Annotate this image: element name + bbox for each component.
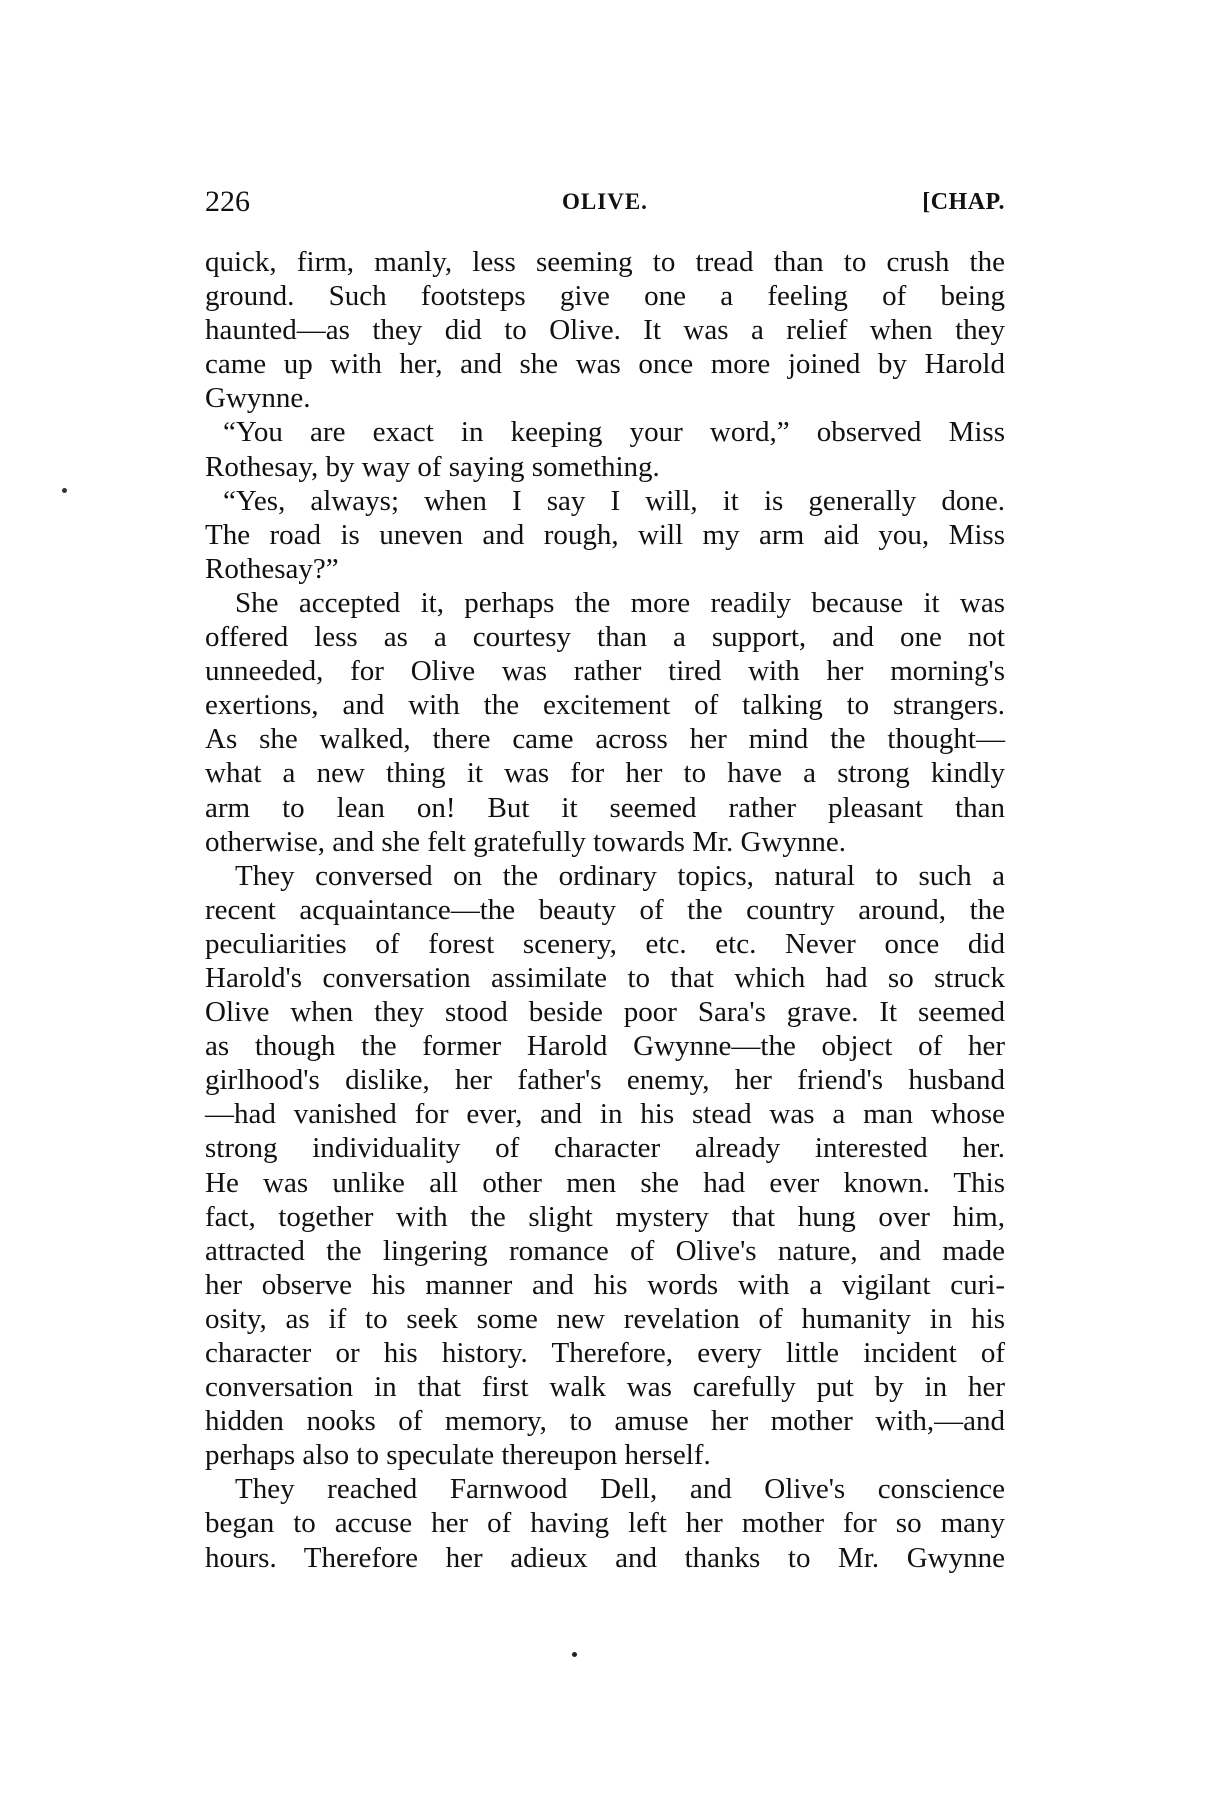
text-line: unneeded, for Olive was rather tired with her morning's	[205, 655, 1005, 688]
text-line: haunted—as they did to Olive. It was a relief when they	[205, 314, 1005, 347]
text-line: “You are exact in keeping your word,” observed Miss	[223, 416, 1005, 449]
page-number: 226	[205, 185, 250, 218]
text-line: recent acquaintance—the beauty of the country around, the	[205, 893, 1005, 926]
text-line: They reached Farnwood Dell, and Olive's conscience	[235, 1473, 1005, 1506]
text-line: what a new thing it was for her to have a strong kindly	[205, 757, 1005, 790]
text-line: came up with her, and she was once more joined by Harold	[205, 348, 1005, 381]
text-line: girlhood's dislike, her father's enemy, her friend's husband	[205, 1064, 1005, 1097]
body-text	[205, 245, 1005, 1575]
running-head	[205, 185, 1005, 225]
text-line: as though the former Harold Gwynne—the object of her	[205, 1030, 1005, 1063]
text-line: quick, firm, manly, less seeming to tread than to crush the	[205, 246, 1005, 278]
text-line: He was unlike all other men she had ever known. This	[205, 1166, 1005, 1199]
text-line: As she walked, there came across her mind the thought—	[205, 723, 1005, 756]
text-line: Harold's conversation assimilate to that which had so struck	[205, 961, 1005, 994]
text-line: character or his history. Therefore, every little incident of	[205, 1337, 1005, 1369]
text-line: She accepted it, perhaps the more readily because it was	[235, 586, 1005, 619]
text-line: perhaps also to speculate thereupon herself.	[205, 1439, 711, 1472]
text-line: ground. Such footsteps give one a feeling of being	[205, 280, 1005, 313]
text-line: fact, together with the slight mystery that hung over him,	[205, 1200, 1005, 1233]
text-line: Olive when they stood beside poor Sara's grave. It seemed	[205, 996, 1005, 1029]
text-line: conversation in that first walk was carefully put by in her	[205, 1371, 1005, 1404]
text-line: They conversed on the ordinary topics, natural to such a	[235, 859, 1005, 892]
text-line: “Yes, always; when I say I will, it is generally done.	[223, 484, 1005, 517]
chapter-label: [CHAP.	[922, 189, 1005, 215]
text-line: strong individuality of character already interested her.	[205, 1132, 1005, 1165]
text-line: exertions, and with the excitement of talking to strangers.	[205, 689, 1005, 722]
text-line: The road is uneven and rough, will my arm aid you, Miss	[205, 518, 1005, 551]
text-line: arm to lean on! But it seemed rather pleasant than	[205, 791, 1005, 824]
text-line: began to accuse her of having left her mother for so many	[205, 1507, 1005, 1540]
text-line: Gwynne.	[205, 382, 311, 415]
text-line: offered less as a courtesy than a support, and one not	[205, 621, 1005, 654]
text-line: otherwise, and she felt gratefully towards Mr. Gwynne.	[205, 825, 847, 858]
text-line: hidden nooks of memory, to amuse her mother with,—and	[205, 1405, 1005, 1438]
text-line: Rothesay?”	[205, 552, 339, 585]
text-line: her observe his manner and his words with a vigilant curi-	[205, 1268, 1005, 1301]
stray-mark	[62, 488, 67, 493]
text-line: hours. Therefore her adieux and thanks to Mr. Gwynne	[205, 1541, 1005, 1574]
text-line: —had vanished for ever, and in his stead was a man whose	[205, 1098, 1005, 1131]
text-line: attracted the lingering romance of Olive's nature, and made	[205, 1234, 1005, 1267]
text-line: peculiarities of forest scenery, etc. etc. Never once did	[205, 927, 1005, 960]
page-mark	[572, 1652, 577, 1657]
text-line: Rothesay, by way of saying something.	[205, 450, 660, 483]
text-line: osity, as if to seek some new revelation of humanity in his	[205, 1302, 1005, 1335]
running-title: OLIVE.	[562, 189, 648, 214]
